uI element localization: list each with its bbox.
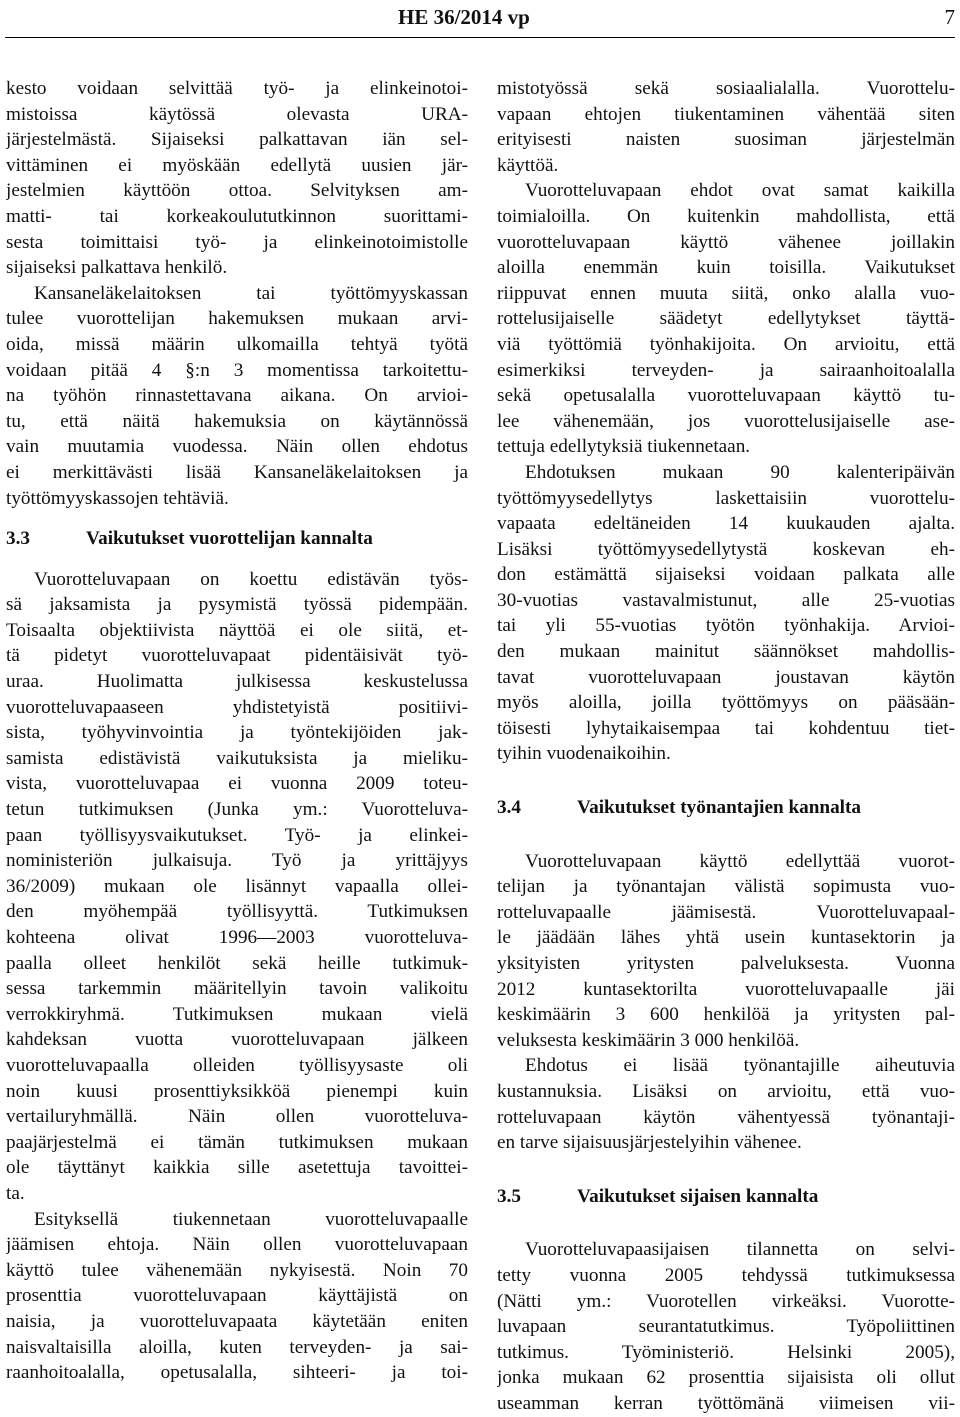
text-line: naisvaltaisilla aloilla, kuten terveyden- ja sai- [6, 1336, 468, 1358]
section-title: Vaikutukset sijaisen kannalta [577, 1185, 819, 1207]
text-line: kustannuksia. Lisäksi on arvioitu, että vuo- [497, 1080, 955, 1102]
text-line: järjestelmästä. Sijaiseksi palkattavan iän sel- [6, 129, 468, 151]
text-line: Vuorotteluvapaan käyttö edellyttää vuorot- [525, 850, 955, 872]
text-line: veluksesta keskimäärin 3 000 henkilöä. [497, 1029, 800, 1051]
section-number: 3.4 [497, 797, 521, 819]
section-heading-3-4 [497, 795, 955, 821]
text-line: paajärjestelmä ei tämän tutkimuksen mukaan [6, 1131, 468, 1153]
text-line: jestelmien käyttöön ottoa. Selvityksen am- [6, 180, 468, 202]
text-line: lee vähenemään, jos vuorottelusijaiselle ase- [497, 410, 955, 432]
text-line: sä jaksamista ja pysymistä työssä pidempään. [6, 594, 468, 616]
text-line: noin kuusi prosenttiyksikköä pienempi kuin [6, 1080, 468, 1102]
text-line: sesta toimittaisi työ- ja elinkeinotoimistolle [6, 231, 468, 253]
text-line: kahdeksan vuotta vuorotteluvapaan jälkeen [6, 1029, 468, 1051]
text-line: sekä opetusalalla vuorotteluvapaan käyttö tu- [497, 385, 955, 407]
text-line: ei merkittävästi lisää Kansaneläkelaitoksen ja [6, 461, 468, 483]
text-line: yksityisten yritysten palveluksesta. Vuonna [497, 953, 955, 974]
text-line: töisesti lyhytaikaisempaa tai kohdentuu tiet- [497, 717, 955, 739]
text-line: työttömyyskassojen tehtäviä. [6, 487, 229, 509]
text-line: kohteena olivat 1996—2003 vuorotteluva- [6, 927, 468, 948]
text-line: toimialoilla. On kuitenkin mahdollista, että [497, 205, 955, 227]
text-line: den mukaan mainitut säännökset mahdollis- [497, 641, 955, 663]
text-line: vuorotteluvapaalla olleiden työllisyysaste oli [6, 1054, 468, 1076]
text-line: jonka mukaan 62 prosenttia sijaisista oli ollut [497, 1367, 955, 1389]
paragraph [497, 460, 955, 767]
page-header [0, 5, 960, 33]
text-line: tavat vuorotteluvapaan joustavan käytön [497, 666, 955, 688]
text-line: 2012 kuntasektorilta vuorotteluvapaalle jäi [497, 978, 955, 1000]
text-line: le jäädään lähes yhtä usein kuntasektorin ja [497, 927, 955, 949]
text-line: Vuorotteluvapaan ehdot ovat samat kaikilla [525, 180, 955, 202]
text-line: samista edistävistä vaikutuksista ja mieliku- [6, 747, 468, 769]
text-line: den myöhempää työllisyyttä. Tutkimuksen [6, 901, 468, 923]
text-line: matti- tai korkeakoulututkinnon suorittami- [6, 205, 468, 227]
section-number: 3.3 [6, 528, 30, 550]
text-line: keskimäärin 3 600 henkilöä ja yritysten pal- [497, 1004, 955, 1026]
text-line: Ehdotuksen mukaan 90 kalenteripäivän [525, 461, 955, 483]
paragraph [497, 76, 955, 178]
text-line: aloilla enemmän kuin toisilla. Vaikutukset [497, 257, 955, 279]
text-line: Ehdotus ei lisää työnantajille aiheutuvia [525, 1055, 955, 1077]
text-line: 30-vuotias vastavalmistunut, alle 25-vuotias [497, 589, 955, 611]
text-line: tai yli 55-vuotias työtön työnhakija. Arvioi- [497, 615, 955, 637]
right-column [497, 76, 955, 1417]
text-line: jäämisen ehtoja. Näin ollen vuorotteluvapaan [6, 1234, 468, 1256]
text-line: Lisäksi työttömyysedellytystä koskevan eh- [497, 538, 955, 560]
text-line: luvapaan seurantatutkimus. Työpoliittinen [497, 1316, 955, 1338]
text-line: rotteluvapaalle jäämisestä. Vuorotteluvapaal- [497, 901, 955, 923]
left-column [6, 76, 468, 1386]
page-number: 7 [944, 5, 955, 29]
text-line: oida, missä määrin ulkomailla tehtyä työtä [6, 333, 468, 355]
paragraph [497, 1053, 955, 1155]
text-line: Esityksellä tiukennetaan vuorotteluvapaalle [34, 1208, 468, 1230]
text-line: tetun tutkimuksen (Junka ym.: Vuorotteluva- [6, 799, 468, 821]
paragraph [497, 849, 955, 1054]
section-heading-3-5 [497, 1184, 955, 1210]
text-line: vapaan ehtojen tiukentaminen vähentää siten [497, 103, 955, 125]
paragraph [6, 76, 468, 281]
spacer [6, 552, 468, 567]
text-line: tu, että näitä hakemuksia on käytännössä [6, 410, 468, 432]
text-line: vuorotteluvapaan käyttö vähenee joillakin [497, 231, 955, 253]
text-line: kesto voidaan selvittää työ- ja elinkeinotoi- [6, 78, 468, 99]
text-line: rottelusijaiselle säädetyt edellytykset täyttä- [497, 308, 955, 330]
paragraph [497, 178, 955, 460]
spacer [6, 511, 468, 526]
text-line: prosenttia vuorotteluvapaan käyttäjistä on [6, 1285, 468, 1307]
spacer [497, 821, 955, 849]
text-line: paalla olleet henkilöt sekä heille tutkimuk- [6, 952, 468, 974]
text-line: ta. [6, 1182, 25, 1204]
section-heading-3-3 [6, 526, 468, 552]
spacer [497, 767, 955, 795]
text-line: Vuorotteluvapaan on koettu edistävän työs- [34, 568, 468, 590]
text-line: sijaiseksi palkattava henkilö. [6, 257, 228, 279]
text-line: vertailuryhmällä. Näin ollen vuorotteluva- [6, 1106, 468, 1128]
text-line: telijan ja työnantajan välistä sopimusta vuo- [497, 876, 955, 898]
text-line: uraa. Huolimatta julkisessa keskustelussa [6, 671, 468, 693]
text-line: ole täyttänyt kaikkia sille asetettuja tavoittei- [6, 1157, 468, 1179]
text-line: työttömyysedellytys laskettaisiin vuorottelu- [497, 487, 955, 509]
text-line: voidaan pitää 4 §:n 3 momentissa tarkoitettu- [6, 359, 468, 381]
text-line: vapaata edeltäneiden 14 kuukauden ajalta. [497, 513, 955, 535]
text-line: vittäminen ei myöskään edellytä uusien jär- [6, 154, 468, 176]
document-id: HE 36/2014 vp [398, 5, 530, 29]
text-line: vista, vuorotteluvapaa ei vuonna 2009 toteu- [6, 773, 468, 795]
text-line: sista, työhyvinvointia ja työntekijöiden jak- [6, 722, 468, 744]
text-line: verrokkiryhmä. Tutkimuksen mukaan vielä [6, 1003, 468, 1025]
text-line: tetty vuonna 2005 tehdyssä tutkimuksessa [497, 1264, 955, 1286]
paragraph [6, 567, 468, 1207]
text-line: sessa tarkemmin määritellyin tavoin valikoitu [6, 978, 468, 1000]
section-title: Vaikutukset työnantajien kannalta [577, 797, 861, 819]
text-line: tettuja edellytyksiä tiukennetaan. [497, 436, 751, 458]
text-line: tä pidetyt vuorotteluvapaat pidentäisivät työ- [6, 645, 468, 667]
section-number: 3.5 [497, 1185, 521, 1207]
text-line: esimerkiksi terveyden- ja sairaanhoitoalalla [497, 359, 955, 381]
text-line: myös aloilla, joilla työttömyys on pääsään- [497, 692, 955, 714]
text-line: noministeriön julkaisuja. Työ ja yrittäjyys [6, 850, 468, 872]
text-line: mistoissa käytössä olevasta URA- [6, 103, 468, 125]
text-line: Vuorotteluvapaasijaisen tilannetta on selvi- [525, 1239, 955, 1261]
text-line: rotteluvapaan käytön vähentyessä työnantaji- [497, 1106, 955, 1128]
spacer [497, 1156, 955, 1184]
section-title: Vaikutukset vuorottelijan kannalta [86, 528, 373, 550]
paragraph [6, 1207, 468, 1386]
paragraph [6, 281, 468, 511]
header-rule [5, 37, 955, 38]
text-line: useamman kerran työttömänä viimeisen vii- [497, 1392, 955, 1414]
text-line: tyihin vuodenaikoihin. [497, 743, 671, 765]
text-line: tulee vuorottelijan hakemuksen mukaan arvi- [6, 308, 468, 330]
text-line: viä työttömiä työnhakijoita. On arvioitu, että [497, 333, 955, 355]
text-line: käyttöä. [497, 154, 559, 176]
text-line: 36/2009) mukaan ole lisännyt vapaalla ollei- [6, 875, 468, 897]
spacer [497, 1209, 955, 1237]
text-line: (Nätti ym.: Vuorotellen virkeäksi. Vuorotte- [497, 1290, 955, 1312]
text-line: Kansaneläkelaitoksen tai työttömyyskassan [34, 282, 468, 304]
text-line: vuorotteluvapaaseen yhdistetyistä positiivi- [6, 696, 468, 718]
text-line: vain muutamia vuodessa. Näin ollen ehdotus [6, 436, 468, 458]
text-line: mistotyössä sekä sosiaalialalla. Vuorottelu- [497, 78, 955, 99]
text-line: na työhön rinnastettavana aikana. On arvioi- [6, 385, 468, 407]
text-line: naisia, ja vuorotteluvapaata käytetään eniten [6, 1310, 468, 1332]
text-line: tutkimus. Työministeriö. Helsinki 2005), [497, 1341, 955, 1363]
text-line: paan työllisyysvaikutukset. Työ- ja elinkei- [6, 824, 468, 846]
text-line: raanhoitoalalla, opetusalalla, sihteeri- ja toi- [6, 1362, 468, 1384]
text-line: don estämättä sijaiseksi voidaan palkata alle [497, 564, 955, 586]
text-line: riippuvat ennen muuta siitä, onko alalla vuo- [497, 282, 955, 304]
text-line: en tarve sijaisuusjärjestelyihin vähenee. [497, 1132, 802, 1154]
text-line: käyttö tulee vähenemään nykyisestä. Noin 70 [6, 1259, 468, 1281]
text-line: Toisaalta objektiivista näyttöä ei ole siitä, et- [6, 619, 468, 641]
text-line: erityisesti naisten suosiman järjestelmän [497, 129, 955, 151]
